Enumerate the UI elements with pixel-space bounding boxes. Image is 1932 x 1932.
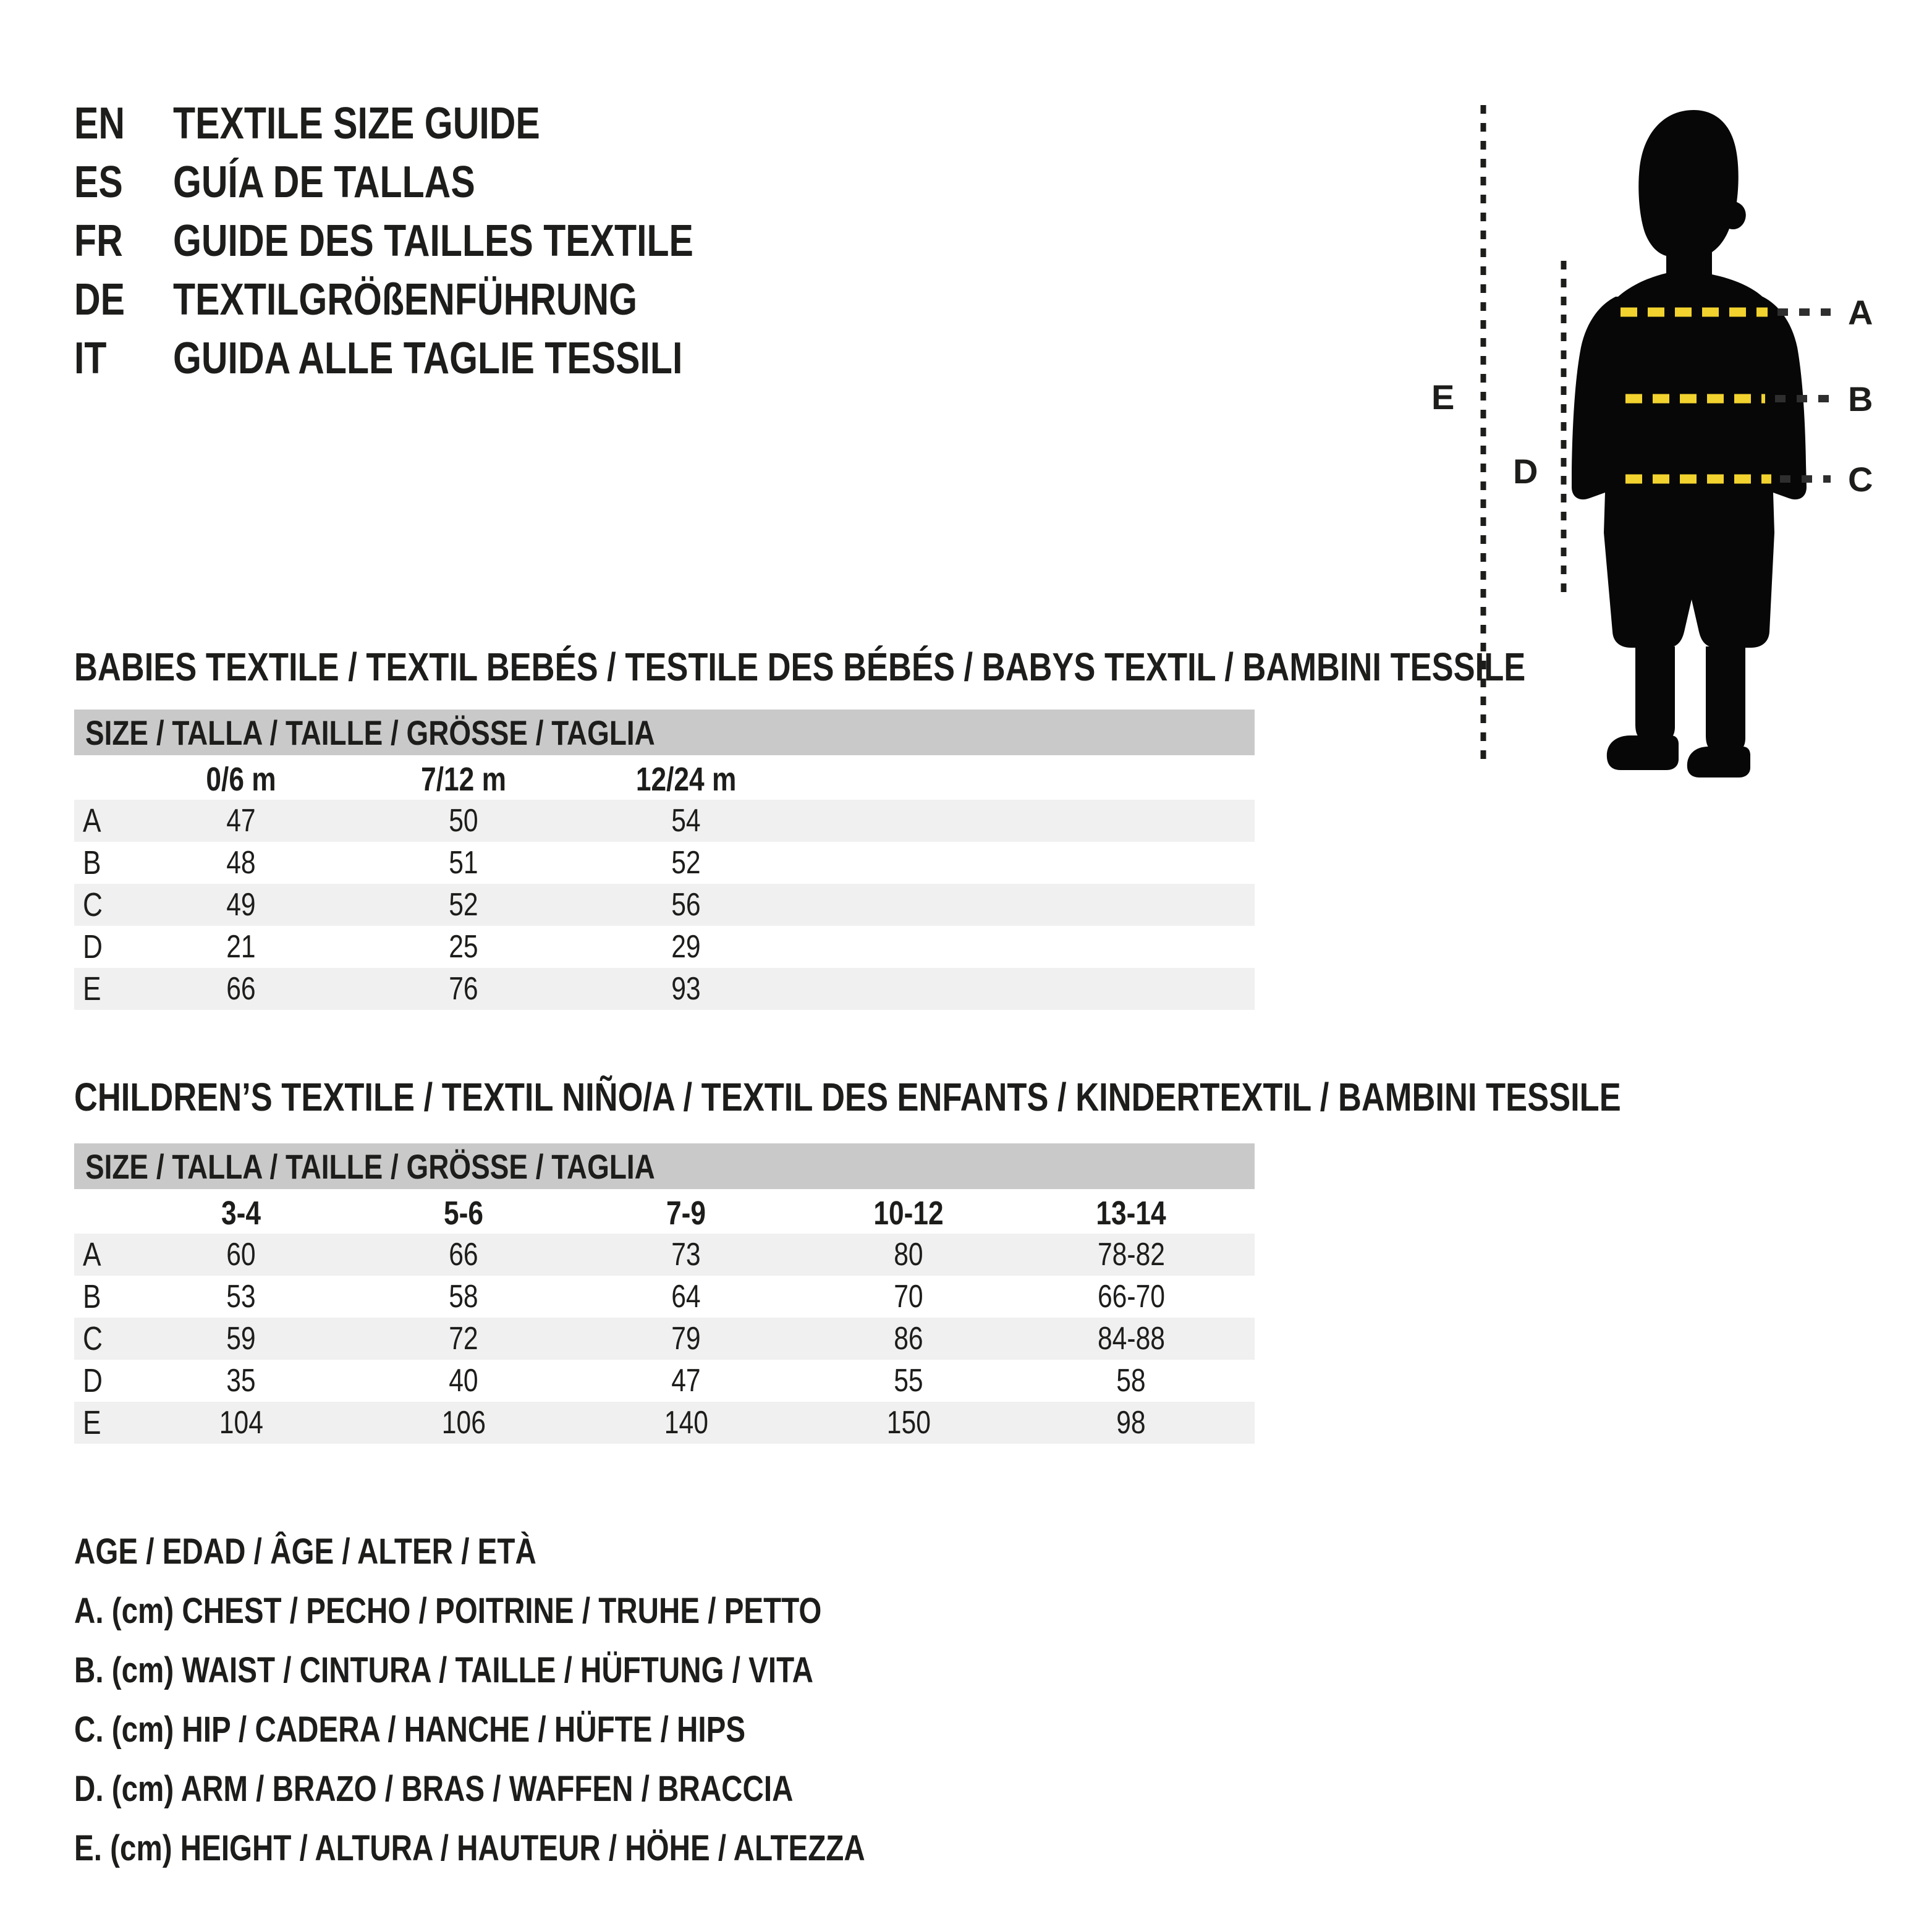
table-cell: 66	[449, 1237, 478, 1273]
table-cell: 25	[449, 929, 478, 965]
table-cell: 29	[671, 929, 701, 965]
row-label: E	[83, 1404, 101, 1441]
lang-title: GUIDA ALLE TAGLIE TESSILI	[173, 333, 683, 383]
table-cell: 72	[449, 1321, 478, 1357]
babies-section-title: BABIES TEXTILE / TEXTIL BEBÉS / TESTILE DES BÉBÉS / BABYS TEXTIL / BAMBINI TESSILE	[74, 645, 1526, 689]
table-cell: 48	[226, 845, 256, 881]
babies-column-headers	[74, 759, 1255, 800]
table-cell: 64	[671, 1279, 701, 1315]
children-section-title: CHILDREN’S TEXTILE / TEXTIL NIÑO/A / TEXTIL DES ENFANTS / KINDERTEXTIL / BAMBINI TESSILE	[74, 1075, 1621, 1119]
table-cell: 52	[449, 887, 478, 923]
table-cell: 80	[894, 1237, 923, 1273]
row-label: A	[83, 802, 101, 839]
figure-label-b: B	[1848, 379, 1873, 418]
table-cell: 21	[226, 929, 256, 965]
lang-code: DE	[74, 274, 125, 324]
table-cell: 54	[671, 803, 701, 839]
table-cell: 98	[1116, 1405, 1146, 1441]
children-table-row	[74, 1318, 1255, 1360]
row-label: E	[83, 970, 101, 1007]
babies-table-row	[74, 842, 1255, 884]
table-cell: 60	[226, 1237, 256, 1273]
sleeve-notch	[1580, 522, 1597, 559]
legend-line-chest: A. (cm) CHEST / PECHO / POITRINE / TRUHE / PETTO	[74, 1590, 822, 1631]
babies-table-row	[74, 884, 1255, 926]
table-cell: 53	[226, 1279, 256, 1315]
table-cell: 76	[449, 971, 478, 1007]
lang-code: ES	[74, 157, 123, 207]
legend-line-waist: B. (cm) WAIST / CINTURA / TAILLE / HÜFTUNG / VITA	[74, 1650, 813, 1690]
babies-size-header-bar: SIZE / TALLA / TAILLE / GRÖSSE / TAGLIA	[74, 710, 1255, 755]
babies-col-header: 0/6 m	[206, 761, 276, 798]
babies-table-row	[74, 800, 1255, 842]
children-col-header: 5-6	[443, 1195, 483, 1232]
babies-table-row	[74, 968, 1255, 1010]
legend-line-age: AGE / EDAD / ÂGE / ALTER / ETÀ	[74, 1531, 536, 1572]
table-cell: 52	[671, 845, 701, 881]
lang-row-es	[74, 153, 541, 211]
babies-table-row	[74, 926, 1255, 968]
lang-code: EN	[74, 98, 125, 148]
row-label: C	[83, 886, 103, 923]
table-cell: 51	[449, 845, 478, 881]
table-cell: 93	[671, 971, 701, 1007]
table-cell: 55	[894, 1363, 923, 1399]
table-cell: 58	[1116, 1363, 1146, 1399]
children-table-row	[74, 1276, 1255, 1318]
figure-label-c: C	[1848, 460, 1873, 499]
lang-row-fr	[74, 211, 808, 270]
lang-title: TEXTILGRÖßENFÜHRUNG	[173, 274, 638, 324]
table-cell: 150	[886, 1405, 931, 1441]
children-col-header: 3-4	[221, 1195, 261, 1232]
table-cell: 47	[226, 803, 256, 839]
children-col-header: 10-12	[873, 1195, 944, 1232]
table-cell: 70	[894, 1279, 923, 1315]
lang-title: GUÍA DE TALLAS	[173, 157, 475, 207]
table-cell: 66-70	[1097, 1279, 1165, 1315]
children-size-header-bar: SIZE / TALLA / TAILLE / GRÖSSE / TAGLIA	[74, 1143, 1255, 1189]
lang-title: TEXTILE SIZE GUIDE	[173, 98, 540, 148]
table-cell: 79	[671, 1321, 701, 1357]
table-cell: 86	[894, 1321, 923, 1357]
table-cell: 56	[671, 887, 701, 923]
table-cell: 49	[226, 887, 256, 923]
row-label: B	[83, 844, 101, 881]
legend-line-arm: D. (cm) ARM / BRAZO / BRAS / WAFFEN / BRACCIA	[74, 1768, 794, 1809]
children-column-headers	[74, 1193, 1255, 1234]
figure-label-d: D	[1513, 452, 1538, 491]
table-cell: 73	[671, 1237, 701, 1273]
table-cell: 104	[219, 1405, 263, 1441]
lang-code: IT	[74, 333, 107, 383]
babies-col-header: 7/12 m	[421, 761, 506, 798]
table-cell: 47	[671, 1363, 701, 1399]
children-col-header: 13-14	[1096, 1195, 1166, 1232]
table-cell: 40	[449, 1363, 478, 1399]
figure-label-e: E	[1431, 378, 1455, 417]
table-cell: 66	[226, 971, 256, 1007]
table-cell: 84-88	[1097, 1321, 1165, 1357]
table-cell: 140	[664, 1405, 708, 1441]
row-label: B	[83, 1278, 101, 1315]
table-cell: 35	[226, 1363, 256, 1399]
lang-row-de	[74, 270, 739, 329]
table-cell: 58	[449, 1279, 478, 1315]
children-table-row	[74, 1360, 1255, 1402]
figure-label-a: A	[1848, 293, 1873, 332]
children-col-header: 7-9	[666, 1195, 706, 1232]
lang-title: GUIDE DES TAILLES TEXTILE	[173, 216, 693, 266]
children-table-row	[74, 1234, 1255, 1276]
measurement-legend	[74, 1522, 1039, 1878]
babies-col-header: 12/24 m	[635, 761, 737, 798]
row-label: D	[83, 1362, 103, 1399]
children-table-row	[74, 1402, 1255, 1444]
table-cell: 50	[449, 803, 478, 839]
row-label: D	[83, 928, 103, 965]
table-cell: 59	[226, 1321, 256, 1357]
legend-line-height: E. (cm) HEIGHT / ALTURA / HAUTEUR / HÖHE / ALTEZZA	[74, 1828, 865, 1868]
lang-row-en	[74, 94, 621, 153]
row-label: C	[83, 1320, 103, 1357]
lang-code: FR	[74, 216, 123, 266]
row-label: A	[83, 1236, 101, 1273]
table-cell: 106	[441, 1405, 486, 1441]
table-cell: 78-82	[1097, 1237, 1165, 1273]
lang-row-it	[74, 329, 794, 388]
legend-line-hip: C. (cm) HIP / CADERA / HANCHE / HÜFTE / HIPS	[74, 1709, 746, 1750]
